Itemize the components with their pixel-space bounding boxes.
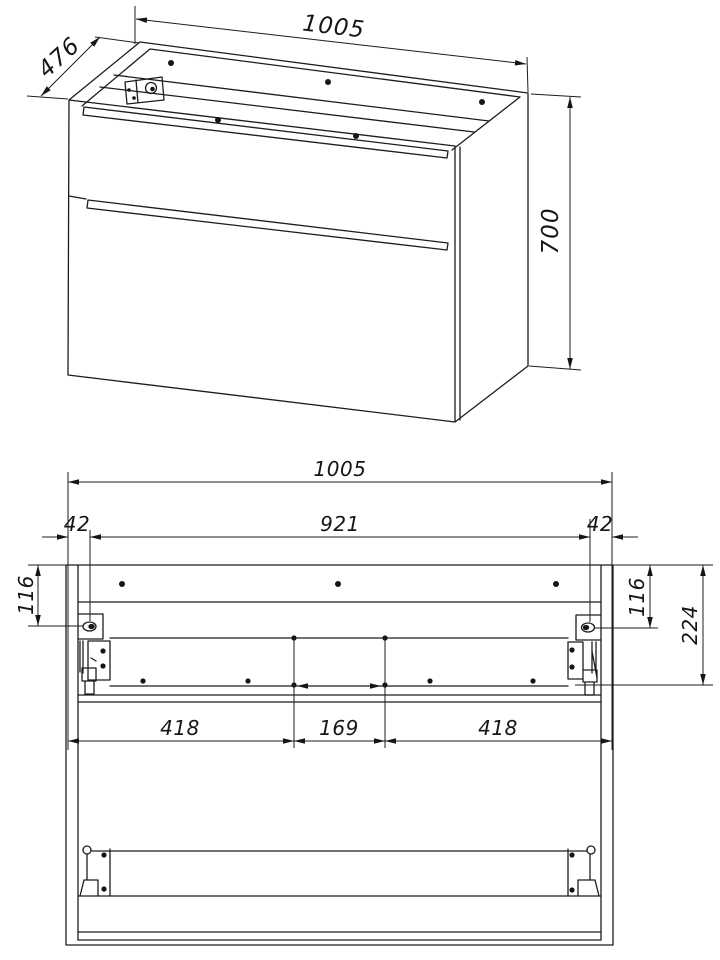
perspective-view [27,6,581,422]
dim-label-overall-width: 1005 [313,457,367,481]
dim-overall-width [68,457,612,482]
carcass-outline-front [66,565,613,945]
dim-label-right-offset: 42 [586,512,614,536]
dim-label-left-span: 418 [160,716,200,740]
dim-label-right-span: 418 [478,716,518,740]
bottom-panel [78,851,601,940]
dim-vertical-drops [14,565,703,685]
front-section-view [14,457,713,945]
bottom-bracket-left [80,846,110,896]
drawer-slide-left [80,641,110,694]
top-opening-inner-rim [82,49,520,150]
dim-label-right-drop: 116 [625,577,649,617]
dim-label-slide-drop: 224 [678,605,702,645]
upper-drawer-groove [83,107,448,158]
drawer-slide-right [568,642,597,695]
dim-height [529,94,581,370]
dim-slide-spans [68,716,612,741]
dim-label-center-span: 169 [319,716,359,740]
dim-bracket-offsets [42,512,638,537]
lower-drawer-groove [69,196,448,250]
top-rail-screw-holes [119,581,559,587]
dim-label-height: 700 [538,207,564,255]
dim-label-width: 1005 [301,10,367,44]
middle-rail-screw-holes [140,635,535,688]
middle-rail [78,638,601,702]
dim-label-depth: 476 [33,32,86,84]
dim-label-left-drop: 116 [14,575,38,615]
dim-label-left-offset: 42 [63,512,91,536]
bottom-bracket-right [568,846,599,896]
dim-label-inner-span: 921 [320,512,360,536]
